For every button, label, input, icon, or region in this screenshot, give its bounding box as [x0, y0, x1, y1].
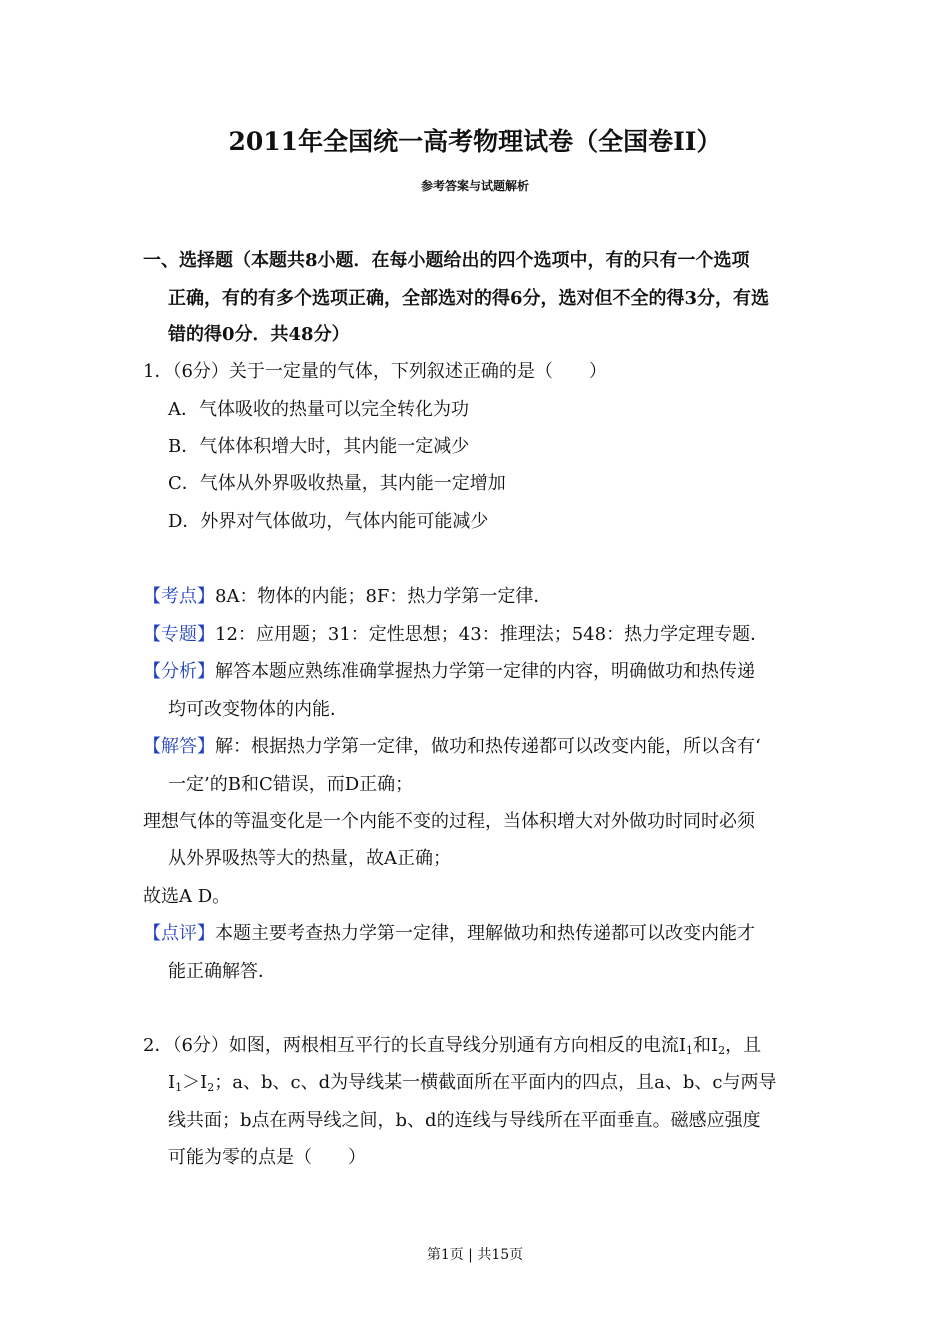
- dianping-line: [143, 919, 755, 945]
- question-1-option-a: A．气体吸收的热量可以完全转化为功: [168, 399, 469, 420]
- question-1-option-c: C．气体从外界吸收热量，其内能一定增加: [168, 473, 506, 494]
- question-1-option-d: D．外界对气体做功，气体内能可能减少: [168, 511, 489, 532]
- jieda-text-line2: 一定’的B和C错误，而D正确；: [168, 774, 414, 795]
- page-subtitle: 参考答案与试题解析: [420, 179, 529, 193]
- kaodian-text: 8A：物体的内能；8F：热力学第一定律．: [215, 586, 552, 607]
- q2-text: 和I: [693, 1035, 719, 1056]
- jieda-text-line4: 从外界吸热等大的热量，故A正确；: [168, 848, 451, 869]
- kaodian-tag: 【考点】: [143, 586, 215, 607]
- jieda-line: [143, 732, 761, 758]
- section-heading-line3: 错的得0分．共48分）: [168, 324, 350, 345]
- dianping-text: 本题主要考查热力学第一定律，理解做功和热传递都可以改变内能才: [215, 923, 755, 944]
- question-2-line4: 可能为零的点是（ ）: [168, 1147, 366, 1168]
- q2-subscript: 2: [718, 1044, 726, 1057]
- q2-text: ；a、b、c、d为导线某一横截面所在平面内的四点，且a、b、c与两导: [214, 1072, 777, 1093]
- page-footer: 第1页 | 共15页: [426, 1247, 524, 1263]
- q2-text: 2．（6分）如图，两根相互平行的长直导线分别通有方向相反的电流I: [143, 1035, 687, 1056]
- q2-subscript: 1: [686, 1044, 694, 1057]
- q2-text: ＞I: [182, 1072, 208, 1093]
- zhuanti-line: [143, 620, 768, 646]
- question-1-option-b: B．气体体积增大时，其内能一定减少: [168, 436, 470, 457]
- question-2-line2: [168, 1068, 776, 1094]
- jieda-text-line3: 理想气体的等温变化是一个内能不变的过程，当体积增大对外做功时同时必须: [143, 811, 755, 832]
- q2-text: I: [168, 1072, 176, 1093]
- q2-subscript: 1: [175, 1081, 183, 1094]
- question-2-line3: 线共面；b点在两导线之间，b、d的连线与导线所在平面垂直。磁感应强度: [168, 1110, 761, 1131]
- q2-subscript: 2: [207, 1081, 215, 1094]
- zhuanti-text: 12：应用题；31：定性思想；43：推理法；548：热力学定理专题．: [215, 624, 769, 645]
- fenxi-tag: 【分析】: [143, 661, 215, 682]
- question-1-stem: 1．（6分）关于一定量的气体，下列叙述正确的是（ ）: [143, 361, 607, 382]
- dianping-text-line2: 能正确解答．: [168, 961, 276, 982]
- section-heading-line1: 一、选择题（本题共8小题．在每小题给出的四个选项中，有的只有一个选项: [143, 250, 750, 271]
- section-heading-line2: 正确，有的有多个选项正确，全部选对的得6分，选对但不全的得3分，有选: [168, 288, 770, 309]
- fenxi-line: [143, 657, 755, 683]
- jieda-text: 解：根据热力学第一定律，做功和热传递都可以改变内能，所以含有‘: [215, 736, 761, 757]
- kaodian-line: [143, 582, 551, 608]
- zhuanti-tag: 【专题】: [143, 624, 215, 645]
- fenxi-text-line2: 均可改变物体的内能．: [168, 699, 348, 720]
- question-2-line1: [143, 1031, 761, 1057]
- page-title: 2011年全国统一高考物理试卷（全国卷II）: [228, 127, 722, 156]
- jieda-tag: 【解答】: [143, 736, 215, 757]
- fenxi-text: 解答本题应熟练准确掌握热力学第一定律的内容，明确做功和热传递: [215, 661, 755, 682]
- jieda-text-line5: 故选A D。: [143, 886, 231, 907]
- dianping-tag: 【点评】: [143, 923, 215, 944]
- q2-text: ，且: [725, 1035, 762, 1056]
